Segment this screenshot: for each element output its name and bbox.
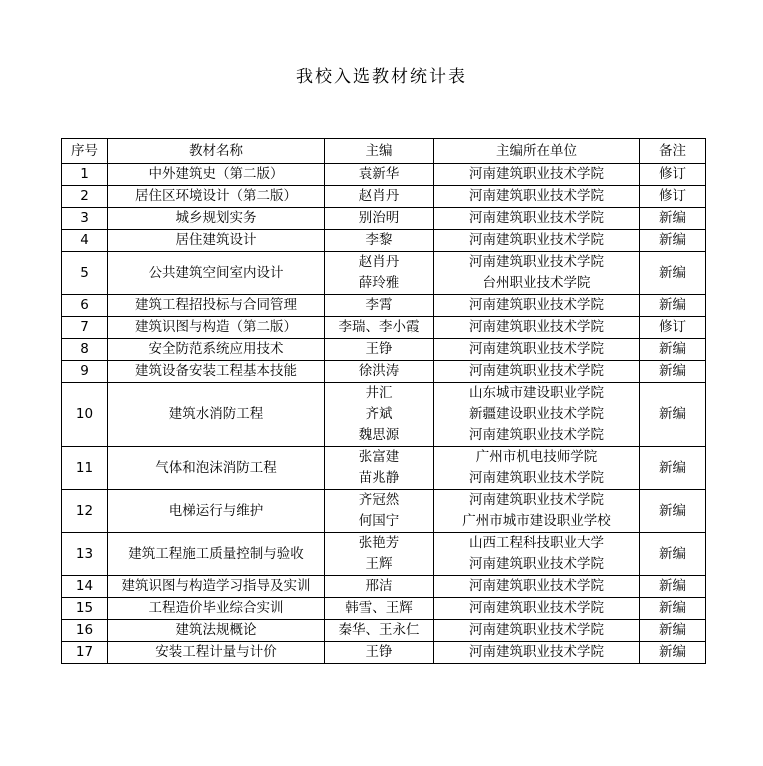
textbook-name: 建筑工程招投标与合同管理 [135,297,297,313]
table-row [62,252,706,295]
cell-editor [325,186,434,208]
editor-unit-name: 山东城市建设职业学院 [469,385,604,401]
editor-unit-name: 河南建筑职业技术学院 [469,363,604,379]
cell-number: 1 [62,164,108,186]
cell-editor-unit [434,383,640,447]
editor-name: 赵肖丹 [358,188,400,204]
editor-name: 魏思源 [358,427,400,443]
table-row [62,295,706,317]
editor-name: 徐洪涛 [358,363,400,379]
editor-unit-name: 河南建筑职业技术学院 [469,600,604,616]
editor-name: 何国宁 [358,513,400,529]
cell-note: 新编 [640,339,706,361]
editor-unit-name: 河南建筑职业技术学院 [469,556,604,572]
cell-editor [325,642,434,664]
cell-textbook-name [108,533,325,576]
cell-textbook-name [108,186,325,208]
cell-textbook-name [108,642,325,664]
editor-unit-name: 河南建筑职业技术学院 [469,341,604,357]
cell-textbook-name [108,490,325,533]
cell-editor-unit [434,620,640,642]
cell-editor-unit [434,164,640,186]
column-header-editor-unit: 主编所在单位 [434,139,640,164]
textbook-name: 建筑法规概论 [175,622,257,638]
cell-editor [325,295,434,317]
cell-editor [325,490,434,533]
editor-unit-name: 河南建筑职业技术学院 [469,210,604,226]
cell-note: 修订 [640,164,706,186]
cell-note: 新编 [640,383,706,447]
cell-editor [325,383,434,447]
page-title: 我校入选教材统计表 [296,67,467,87]
editor-name: 王铮 [365,341,393,357]
table-row [62,576,706,598]
table-row [62,447,706,490]
editor-unit-name: 河南建筑职业技术学院 [469,319,604,335]
cell-textbook-name [108,230,325,252]
cell-editor-unit [434,339,640,361]
table-row [62,533,706,576]
textbook-name: 建筑识图与构造（第二版） [135,319,297,335]
textbook-name: 建筑识图与构造学习指导及实训 [121,578,311,594]
cell-number: 5 [62,252,108,295]
editor-name: 秦华、王永仁 [338,622,420,638]
cell-editor-unit [434,490,640,533]
cell-number: 11 [62,447,108,490]
cell-editor [325,230,434,252]
cell-editor-unit [434,208,640,230]
cell-textbook-name [108,295,325,317]
cell-note: 新编 [640,208,706,230]
table-row [62,164,706,186]
cell-number: 16 [62,620,108,642]
editor-unit-name: 河南建筑职业技术学院 [469,188,604,204]
column-header-editor: 主编 [325,139,434,164]
column-header-note: 备注 [640,139,706,164]
cell-editor [325,361,434,383]
cell-number: 15 [62,598,108,620]
editor-name: 齐冠然 [358,492,400,508]
cell-editor-unit [434,295,640,317]
textbook-name: 工程造价毕业综合实训 [148,600,284,616]
cell-textbook-name [108,620,325,642]
textbook-name: 建筑设备安装工程基本技能 [135,363,297,379]
cell-editor-unit [434,533,640,576]
textbook-name: 居住区环境设计（第二版） [135,188,297,204]
cell-editor-unit [434,186,640,208]
cell-editor [325,620,434,642]
cell-textbook-name [108,447,325,490]
cell-editor [325,317,434,339]
cell-editor [325,252,434,295]
cell-number: 7 [62,317,108,339]
cell-editor [325,576,434,598]
cell-editor-unit [434,642,640,664]
cell-editor [325,533,434,576]
cell-note: 新编 [640,490,706,533]
table-row [62,642,706,664]
textbook-name: 建筑工程施工质量控制与验收 [128,545,304,562]
textbook-name: 电梯运行与维护 [168,502,264,519]
editor-unit-name: 河南建筑职业技术学院 [469,622,604,638]
cell-note: 新编 [640,576,706,598]
editor-unit-name: 河南建筑职业技术学院 [469,254,604,270]
editor-name: 王辉 [365,556,393,572]
cell-editor [325,447,434,490]
cell-editor [325,164,434,186]
editor-unit-name: 河南建筑职业技术学院 [469,470,604,486]
cell-textbook-name [108,598,325,620]
editor-name: 李黎 [365,232,393,248]
editor-unit-name: 台州职业技术学院 [482,275,591,291]
editor-name: 袁新华 [358,166,400,182]
table-row [62,317,706,339]
cell-number: 2 [62,186,108,208]
editor-unit-name: 河南建筑职业技术学院 [469,578,604,594]
cell-textbook-name [108,317,325,339]
table-header-row [62,139,706,164]
column-header-number: 序号 [62,139,108,164]
cell-textbook-name [108,164,325,186]
cell-textbook-name [108,339,325,361]
table-body [62,164,706,664]
textbook-name: 公共建筑空间室内设计 [148,264,284,281]
cell-note: 新编 [640,642,706,664]
cell-note: 修订 [640,317,706,339]
editor-unit-name: 山西工程科技职业大学 [469,535,604,551]
editor-name: 井汇 [365,385,393,401]
editor-unit-name: 新疆建设职业技术学院 [469,406,604,422]
cell-number: 12 [62,490,108,533]
cell-editor-unit [434,447,640,490]
editor-name: 苗兆静 [358,470,400,486]
textbook-name: 城乡规划实务 [175,210,257,226]
editor-name: 别治明 [358,210,400,226]
cell-note: 新编 [640,533,706,576]
cell-note: 新编 [640,252,706,295]
cell-textbook-name [108,208,325,230]
cell-number: 6 [62,295,108,317]
textbook-name: 气体和泡沫消防工程 [155,459,277,476]
cell-number: 3 [62,208,108,230]
textbook-name: 中外建筑史（第二版） [148,166,284,182]
editor-name: 薛玲雅 [358,275,400,291]
textbook-name: 建筑水消防工程 [168,406,264,422]
editor-name: 张富建 [358,449,400,465]
editor-name: 韩雪、王辉 [345,600,413,616]
table-row [62,230,706,252]
textbook-statistics-table [61,138,706,664]
cell-number: 8 [62,339,108,361]
table-row [62,490,706,533]
cell-editor-unit [434,361,640,383]
cell-note: 新编 [640,361,706,383]
cell-textbook-name [108,361,325,383]
table-row [62,361,706,383]
editor-unit-name: 河南建筑职业技术学院 [469,644,604,660]
cell-number: 14 [62,576,108,598]
cell-note: 新编 [640,620,706,642]
cell-note: 新编 [640,598,706,620]
editor-name: 赵肖丹 [358,254,400,270]
cell-textbook-name [108,576,325,598]
editor-unit-name: 河南建筑职业技术学院 [469,297,604,313]
table-row [62,598,706,620]
cell-number: 9 [62,361,108,383]
editor-name: 李霄 [365,297,393,313]
cell-editor [325,208,434,230]
cell-textbook-name [108,383,325,447]
editor-name: 邢洁 [365,578,393,594]
textbook-name: 安全防范系统应用技术 [148,341,284,357]
cell-editor-unit [434,576,640,598]
cell-note: 新编 [640,447,706,490]
cell-textbook-name [108,252,325,295]
editor-unit-name: 河南建筑职业技术学院 [469,492,604,508]
table-row [62,339,706,361]
cell-editor [325,598,434,620]
textbook-name: 安装工程计量与计价 [155,644,277,660]
editor-unit-name: 广州市城市建设职业学校 [462,513,611,529]
cell-editor [325,339,434,361]
cell-note: 新编 [640,230,706,252]
column-header-textbook-name: 教材名称 [108,139,325,164]
table-row [62,620,706,642]
cell-number: 4 [62,230,108,252]
table-row [62,186,706,208]
editor-unit-name: 河南建筑职业技术学院 [469,166,604,182]
editor-name: 齐斌 [365,406,393,422]
cell-number: 10 [62,383,108,447]
cell-number: 17 [62,642,108,664]
cell-editor-unit [434,230,640,252]
table-row [62,383,706,447]
cell-note: 新编 [640,295,706,317]
editor-unit-name: 河南建筑职业技术学院 [469,232,604,248]
cell-number: 13 [62,533,108,576]
table-row [62,208,706,230]
cell-editor-unit [434,252,640,295]
cell-editor-unit [434,317,640,339]
textbook-name: 居住建筑设计 [175,232,257,248]
editor-unit-name: 河南建筑职业技术学院 [469,427,604,443]
editor-name: 张艳芳 [358,535,400,551]
cell-note: 修订 [640,186,706,208]
cell-editor-unit [434,598,640,620]
editor-name: 王铮 [365,644,393,660]
editor-unit-name: 广州市机电技师学院 [475,449,598,465]
editor-name: 李瑞、李小霞 [338,319,420,335]
